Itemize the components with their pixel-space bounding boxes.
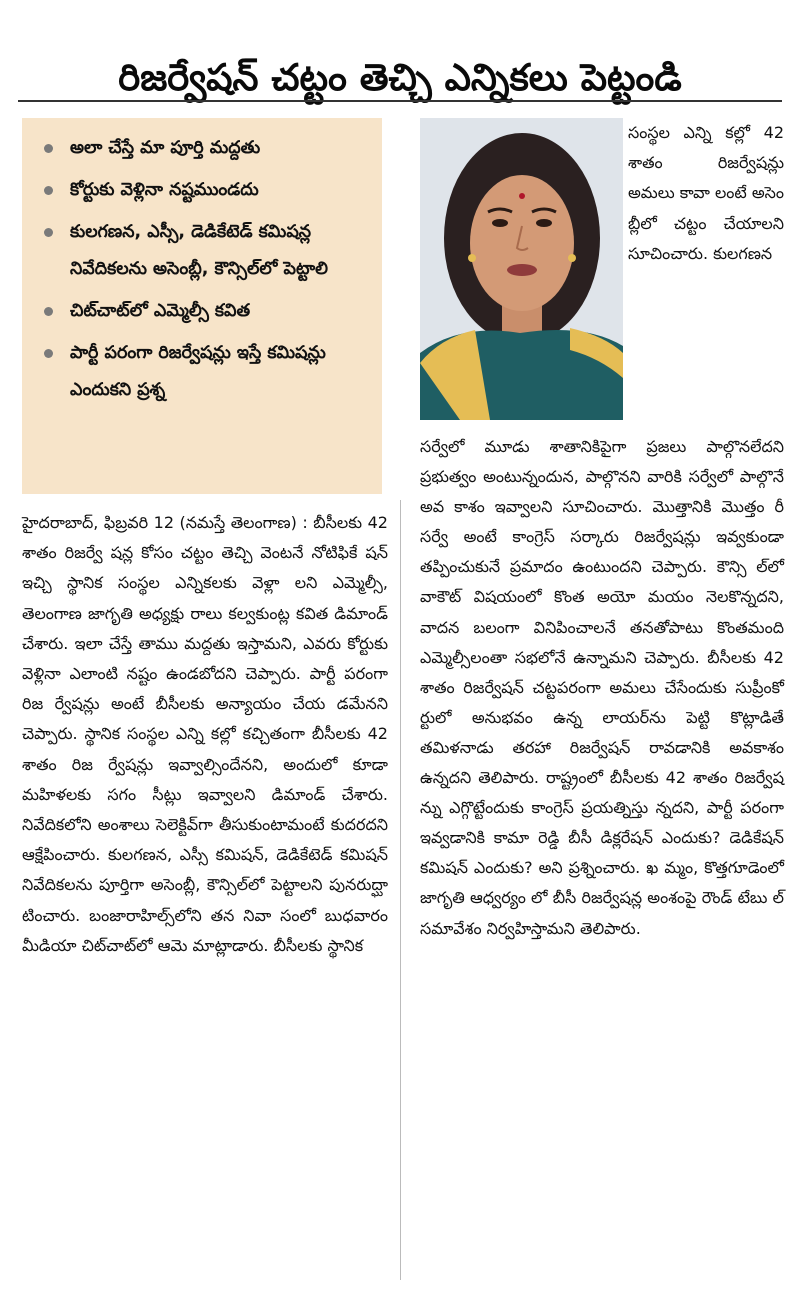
highlight-text: పార్టీ పరంగా రిజర్వేషన్లు ఇస్తే కమిషన్లు ఎందుకని ప్రశ్న — [70, 343, 326, 400]
highlights-list — [40, 130, 370, 409]
bullet-icon — [44, 307, 53, 316]
highlight-item — [40, 293, 370, 330]
highlights-box — [22, 118, 382, 494]
highlight-text: అలా చేస్తే మా పూర్తి మద్దతు — [70, 138, 261, 158]
highlight-text: కులగణన, ఎస్సీ, డెడికేటెడ్ కమిషన్ల నివేదికలను అసెంబ్లీ, కౌన్సిల్‌లో పెట్టాలి — [70, 222, 328, 279]
article-right-column-bottom — [420, 432, 784, 944]
headline-rule — [18, 100, 782, 102]
highlight-text: చిట్‌చాట్‌లో ఎమ్మెల్సీ కవిత — [70, 301, 251, 321]
highlight-item — [40, 130, 370, 167]
article-paragraph: సంస్థల ఎన్ని కల్లో 42 శాతం రిజర్వేషన్లు అమలు కావా లంటే అసెం బ్లీలో చట్టం చేయాలని సూచించారు. కులగణన — [628, 123, 784, 263]
portrait-illustration — [420, 118, 623, 420]
highlight-item — [40, 172, 370, 209]
bullet-icon — [44, 228, 53, 237]
bullet-icon — [44, 349, 53, 358]
headline: రిజర్వేషన్ చట్టం తెచ్చి ఎన్నికలు పెట్టండి — [118, 55, 682, 99]
article-right-column-top — [628, 118, 784, 269]
portrait-photo — [420, 118, 623, 420]
highlight-text: కోర్టుకు వెళ్లినా నష్టముండదు — [70, 180, 259, 200]
bullet-icon — [44, 186, 53, 195]
highlight-item — [40, 214, 370, 288]
highlight-item — [40, 335, 370, 409]
article-paragraph: హైదరాబాద్, ఫిబ్రవరి 12 (నమస్తే తెలంగాణ) : బీసీలకు 42 శాతం రిజర్వే షన్ల కోసం చట్టం తెచ్చి వెంటనే నోటిఫికే షన్ ఇచ్చి స్థానిక సంస్థల ఎన్నికలకు వెళ్లా లని ఎమ్మెల్సీ, తెలంగాణ జాగృతి అధ్యక్షు రాలు కల్వకుంట్ల కవిత డిమాండ్ చేశారు. ఇలా చేస్తే తాము మద్దతు ఇస్తామని, ఎవరు కోర్టుకు వెళ్లినా ఎలాంటి నష్టం ఉండబోదని చెప్పారు. పార్టీ పరంగా రిజ ర్వేషన్లు అంటే బీసీలకు అన్యాయం చేయ డమేనని చెప్పారు. స్థానిక సంస్థల ఎన్ని కల్లో కచ్చితంగా బీసీలకు 42 శాతం రిజ ర్వేషన్లు ఇవ్వాల్సిందేనని, అందులో కూడా మహిళలకు సగం సీట్లు ఇవ్వాలని డిమాండ్ చేశారు. నివేదికలోని అంశాలు సెలెక్టివ్‌గా తీసుకుంటామంటే కుదరదని ఆక్షేపించారు. కులగణన, ఎస్సీ కమిషన్, డెడికేటెడ్ కమిషన్ నివేదికలను పూర్తిగా అసెంబ్లీ, కౌన్సిల్‌లో పెట్టాలని పునరుద్ఘా టించారు. బంజారాహిల్స్‌లోని తన నివా సంలో బుధవారం మీడియా చిట్‌చాట్‌లో ఆమె మాట్లాడారు. బీసీలకు స్థానిక — [22, 513, 388, 955]
article-paragraph: సర్వేలో మూడు శాతానికిపైగా ప్రజలు పాల్గొనలేదని ప్రభుత్వం అంటున్నందున, పాల్గొనని వారికి సర్వేలో పాల్గొనే అవ కాశం ఇవ్వాలని సూచించారు. మొత్తానికి మొత్తం రీ సర్వే అంటే కాంగ్రెస్ సర్కారు రిజర్వేషన్లు ఇవ్వకుండా తప్పించుకునే ప్రమాదం ఉంటుందని చెప్పారు. కౌన్సి ల్‌లో వాకౌట్ విషయంలో కొంత అయో మయం నెలకొన్నదని, వాదన బలంగా వినిపించాలనే తనతోపాటు కొంతమంది ఎమ్మెల్సీలంతా సభలోనే ఉన్నామని చెప్పారు. బీసీలకు 42 శాతం రిజర్వేషన్ చట్టపరంగా అమలు చేసేందుకు సుప్రీంకో ర్టులో అనుభవం ఉన్న లాయర్‌ను పెట్టి కొట్లాడితే తమిళనాడు తరహా రిజర్వేషన్ రావడానికి అవకాశం ఉన్నదని తెలిపారు. రాష్ట్రంలో బీసీలకు 42 శాతం రిజర్వేష న్ను ఎగ్గొట్టేందుకు కాంగ్రెస్ ప్రయత్నిస్తు న్నదని, పార్టీ పరంగా ఇవ్వడానికి కామా రెడ్డి బీసీ డిక్లరేషన్ ఎందుకు? డెడికేషన్ కమిషన్ ఎందుకు? అని ప్రశ్నించారు. ఖ మ్మం, కొత్తగూడెంలో జాగృతి ఆధ్వర్యం లో బీసీ రిజర్వేషన్ల అంశంపై రౌండ్ టేబు ల్ సమావేశం నిర్వహిస్తామని తెలిపారు. — [420, 437, 784, 938]
bullet-icon — [44, 144, 53, 153]
article-left-column — [22, 508, 388, 961]
column-divider — [400, 500, 401, 1280]
